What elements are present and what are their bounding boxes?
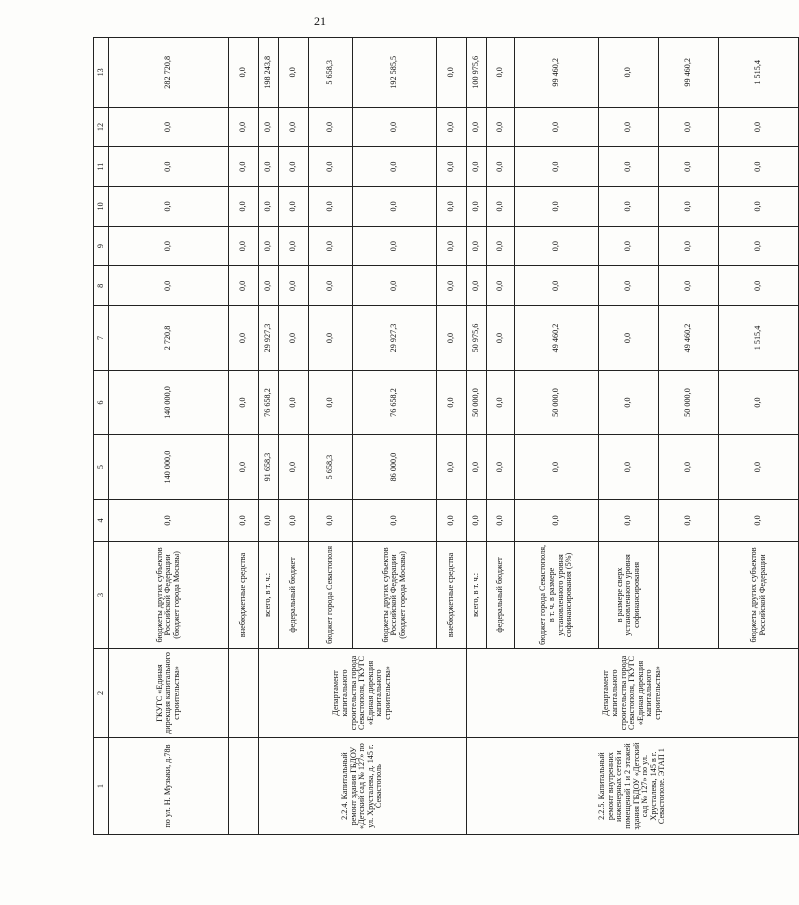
executor-cell: ГКУГС «Единая дирекция капитального строительства» bbox=[109, 648, 229, 737]
value-cell: 0,0 bbox=[109, 499, 229, 541]
value-cell: 49 460,2 bbox=[515, 306, 599, 371]
page-number: 21 bbox=[314, 14, 326, 28]
value-cell: 0,0 bbox=[659, 226, 719, 266]
column-header: 2 bbox=[94, 648, 109, 737]
value-cell: 0,0 bbox=[719, 107, 799, 147]
value-cell: 0,0 bbox=[467, 107, 487, 147]
value-cell: 0,0 bbox=[487, 306, 515, 371]
object-cell: по ул. Н. Музыки, д.78в bbox=[109, 738, 229, 835]
value-cell: 0,0 bbox=[467, 266, 487, 306]
value-cell: 0,0 bbox=[279, 370, 309, 435]
column-header: 3 bbox=[94, 542, 109, 649]
column-header: 13 bbox=[94, 38, 109, 108]
value-cell: 0,0 bbox=[109, 226, 229, 266]
value-cell: 50 000,0 bbox=[659, 370, 719, 435]
value-cell: 0,0 bbox=[353, 187, 437, 227]
value-cell: 0,0 bbox=[279, 107, 309, 147]
value-cell: 0,0 bbox=[229, 187, 259, 227]
value-cell: 1 515,4 bbox=[719, 306, 799, 371]
funding-source-cell: федеральный бюджет bbox=[487, 542, 515, 649]
value-cell: 0,0 bbox=[599, 266, 659, 306]
value-cell: 0,0 bbox=[659, 187, 719, 227]
executor-cell bbox=[229, 648, 259, 737]
value-cell: 0,0 bbox=[467, 147, 487, 187]
value-cell: 0,0 bbox=[599, 147, 659, 187]
value-cell: 0,0 bbox=[309, 226, 353, 266]
column-header: 9 bbox=[94, 226, 109, 266]
value-cell: 0,0 bbox=[229, 306, 259, 371]
value-cell: 50 000,0 bbox=[467, 370, 487, 435]
value-cell: 0,0 bbox=[515, 435, 599, 500]
value-cell: 0,0 bbox=[599, 370, 659, 435]
table-row bbox=[467, 38, 487, 835]
value-cell: 0,0 bbox=[229, 226, 259, 266]
funding-source-cell: всего, в т. ч.: bbox=[259, 542, 279, 649]
budget-table bbox=[93, 37, 799, 835]
value-cell: 0,0 bbox=[719, 499, 799, 541]
value-cell: 0,0 bbox=[437, 370, 467, 435]
value-cell: 2 720,8 bbox=[109, 306, 229, 371]
budget-table-frame bbox=[93, 37, 767, 835]
value-cell: 0,0 bbox=[487, 187, 515, 227]
value-cell: 49 460,2 bbox=[659, 306, 719, 371]
value-cell: 0,0 bbox=[109, 147, 229, 187]
value-cell: 29 927,3 bbox=[259, 306, 279, 371]
value-cell: 0,0 bbox=[279, 226, 309, 266]
column-header: 5 bbox=[94, 435, 109, 500]
table-row bbox=[229, 38, 259, 835]
value-cell: 0,0 bbox=[109, 187, 229, 227]
value-cell: 0,0 bbox=[659, 107, 719, 147]
value-cell: 0,0 bbox=[599, 187, 659, 227]
table-row bbox=[109, 38, 229, 835]
column-header: 11 bbox=[94, 147, 109, 187]
value-cell: 0,0 bbox=[437, 306, 467, 371]
value-cell: 0,0 bbox=[353, 266, 437, 306]
value-cell: 0,0 bbox=[279, 266, 309, 306]
value-cell: 0,0 bbox=[487, 107, 515, 147]
value-cell: 50 975,6 bbox=[467, 306, 487, 371]
value-cell: 198 243,8 bbox=[259, 38, 279, 108]
value-cell: 0,0 bbox=[437, 435, 467, 500]
value-cell: 29 927,3 bbox=[353, 306, 437, 371]
funding-source-cell: внебюджетные средства bbox=[437, 542, 467, 649]
value-cell: 0,0 bbox=[353, 147, 437, 187]
object-cell bbox=[229, 738, 259, 835]
value-cell: 0,0 bbox=[599, 499, 659, 541]
value-cell: 140 000,0 bbox=[109, 435, 229, 500]
value-cell: 0,0 bbox=[279, 499, 309, 541]
value-cell: 0,0 bbox=[229, 370, 259, 435]
value-cell: 0,0 bbox=[467, 187, 487, 227]
value-cell: 0,0 bbox=[353, 499, 437, 541]
executor-cell: Департамент капитального строительства города Севастополя, ГКУГС «Единая дирекция капитального строительства» bbox=[259, 648, 467, 737]
value-cell: 282 720,8 bbox=[109, 38, 229, 108]
value-cell: 0,0 bbox=[659, 435, 719, 500]
value-cell: 0,0 bbox=[309, 266, 353, 306]
value-cell: 0,0 bbox=[229, 38, 259, 108]
funding-source-cell: всего, в т. ч.: bbox=[467, 542, 487, 649]
value-cell: 0,0 bbox=[259, 107, 279, 147]
value-cell: 0,0 bbox=[719, 435, 799, 500]
value-cell: 0,0 bbox=[309, 187, 353, 227]
value-cell: 0,0 bbox=[719, 187, 799, 227]
value-cell: 0,0 bbox=[437, 187, 467, 227]
value-cell: 0,0 bbox=[109, 266, 229, 306]
table-row bbox=[259, 38, 279, 835]
funding-source-cell: в размере сверх установленного уровня софинансирования bbox=[599, 542, 659, 649]
value-cell: 0,0 bbox=[309, 306, 353, 371]
table-header-row bbox=[94, 38, 109, 835]
value-cell: 0,0 bbox=[259, 226, 279, 266]
value-cell: 0,0 bbox=[259, 499, 279, 541]
value-cell: 0,0 bbox=[467, 499, 487, 541]
value-cell: 99 460,2 bbox=[515, 38, 599, 108]
funding-source-cell: бюджет города Севастополя, в т. ч. в размере установленного уровня софинансирования (5%) bbox=[515, 542, 599, 649]
value-cell: 0,0 bbox=[437, 226, 467, 266]
value-cell: 0,0 bbox=[599, 107, 659, 147]
value-cell: 99 460,2 bbox=[659, 38, 719, 108]
value-cell: 0,0 bbox=[309, 107, 353, 147]
value-cell: 0,0 bbox=[437, 38, 467, 108]
funding-source-cell: бюджеты других субъектов Российской Федерации (бюджет города Москвы) bbox=[353, 542, 437, 649]
funding-source-cell: федеральный бюджет bbox=[279, 542, 309, 649]
funding-source-cell: внебюджетные средства bbox=[229, 542, 259, 649]
value-cell: 0,0 bbox=[279, 435, 309, 500]
value-cell: 0,0 bbox=[599, 38, 659, 108]
value-cell: 0,0 bbox=[279, 38, 309, 108]
value-cell: 0,0 bbox=[309, 147, 353, 187]
value-cell: 0,0 bbox=[599, 306, 659, 371]
object-cell: 2.2.5. Капитальный ремонт внутренних инженерных сетей и помещений 1 и 2 этажей здания ГБДОУ «Детский сад № 127» по ул. Хрусталева, 145 в г. Севастополе. ЭТАП 1 bbox=[467, 738, 799, 835]
value-cell: 0,0 bbox=[599, 226, 659, 266]
funding-source-cell: бюджет города Севастополя bbox=[309, 542, 353, 649]
value-cell: 0,0 bbox=[279, 147, 309, 187]
value-cell: 91 658,3 bbox=[259, 435, 279, 500]
value-cell: 86 000,0 bbox=[353, 435, 437, 500]
value-cell: 0,0 bbox=[437, 107, 467, 147]
value-cell: 0,0 bbox=[353, 107, 437, 147]
value-cell: 0,0 bbox=[279, 306, 309, 371]
object-cell: 2.2.4. Капитальный ремонт здания ГБДОУ «Детский сад № 127» по ул. Хрусталева, д. 145 г. Севастополь bbox=[259, 738, 467, 835]
column-header: 4 bbox=[94, 499, 109, 541]
column-header: 10 bbox=[94, 187, 109, 227]
value-cell: 0,0 bbox=[467, 226, 487, 266]
value-cell: 0,0 bbox=[719, 226, 799, 266]
column-header: 7 bbox=[94, 306, 109, 371]
value-cell: 0,0 bbox=[353, 226, 437, 266]
value-cell: 0,0 bbox=[309, 499, 353, 541]
column-header: 1 bbox=[94, 738, 109, 835]
value-cell: 0,0 bbox=[515, 226, 599, 266]
value-cell: 0,0 bbox=[487, 435, 515, 500]
value-cell: 100 975,6 bbox=[467, 38, 487, 108]
executor-cell: Департамент капитального строительства города Севастополя, ГКУГС «Единая дирекция капитального строительства» bbox=[467, 648, 799, 737]
value-cell: 0,0 bbox=[487, 38, 515, 108]
value-cell: 0,0 bbox=[487, 147, 515, 187]
value-cell: 0,0 bbox=[515, 147, 599, 187]
value-cell: 76 658,2 bbox=[353, 370, 437, 435]
column-header: 8 bbox=[94, 266, 109, 306]
value-cell: 0,0 bbox=[259, 187, 279, 227]
value-cell: 0,0 bbox=[719, 147, 799, 187]
value-cell: 0,0 bbox=[659, 499, 719, 541]
value-cell: 0,0 bbox=[309, 370, 353, 435]
value-cell: 0,0 bbox=[259, 266, 279, 306]
value-cell: 5 658,3 bbox=[309, 38, 353, 108]
value-cell: 0,0 bbox=[515, 107, 599, 147]
funding-source-cell: бюджеты других субъектов Российской Федерации bbox=[719, 542, 799, 649]
value-cell: 0,0 bbox=[109, 107, 229, 147]
value-cell: 0,0 bbox=[259, 147, 279, 187]
value-cell: 0,0 bbox=[487, 499, 515, 541]
value-cell: 5 658,3 bbox=[309, 435, 353, 500]
funding-source-cell: бюджеты других субъектов Российской Федерации (бюджет города Москвы) bbox=[109, 542, 229, 649]
value-cell: 0,0 bbox=[229, 435, 259, 500]
value-cell: 0,0 bbox=[437, 499, 467, 541]
value-cell: 0,0 bbox=[719, 266, 799, 306]
funding-source-cell bbox=[659, 542, 719, 649]
value-cell: 0,0 bbox=[487, 226, 515, 266]
value-cell: 0,0 bbox=[229, 266, 259, 306]
value-cell: 0,0 bbox=[467, 435, 487, 500]
value-cell: 0,0 bbox=[659, 147, 719, 187]
value-cell: 0,0 bbox=[599, 435, 659, 500]
value-cell: 76 658,2 bbox=[259, 370, 279, 435]
value-cell: 0,0 bbox=[229, 499, 259, 541]
value-cell: 140 000,0 bbox=[109, 370, 229, 435]
value-cell: 0,0 bbox=[659, 266, 719, 306]
value-cell: 0,0 bbox=[279, 187, 309, 227]
value-cell: 0,0 bbox=[437, 147, 467, 187]
value-cell: 0,0 bbox=[437, 266, 467, 306]
value-cell: 1 515,4 bbox=[719, 38, 799, 108]
value-cell: 50 000,0 bbox=[515, 370, 599, 435]
value-cell: 0,0 bbox=[515, 499, 599, 541]
value-cell: 192 585,5 bbox=[353, 38, 437, 108]
value-cell: 0,0 bbox=[487, 266, 515, 306]
column-header: 6 bbox=[94, 370, 109, 435]
value-cell: 0,0 bbox=[719, 370, 799, 435]
value-cell: 0,0 bbox=[487, 370, 515, 435]
value-cell: 0,0 bbox=[515, 187, 599, 227]
value-cell: 0,0 bbox=[229, 107, 259, 147]
column-header: 12 bbox=[94, 107, 109, 147]
value-cell: 0,0 bbox=[515, 266, 599, 306]
value-cell: 0,0 bbox=[229, 147, 259, 187]
